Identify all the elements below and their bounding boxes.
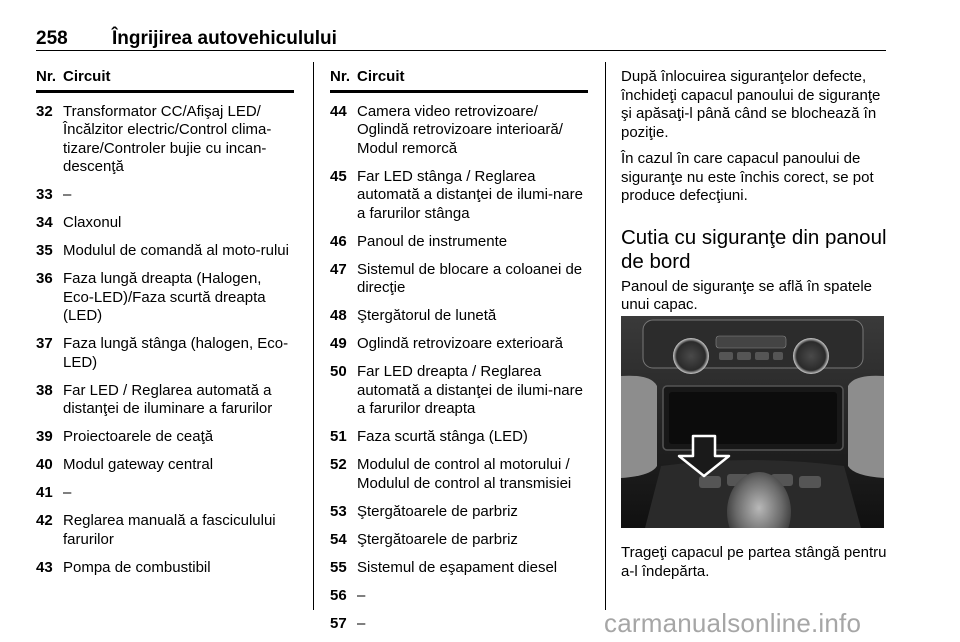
- fuse-table-middle: [330, 62, 588, 633]
- fuse-circuit: –: [357, 586, 366, 604]
- fuse-number: 40: [36, 456, 53, 473]
- fuse-circuit: Faza lungă dreapta (Halogen, Eco-LED)/Faza scurtă dreapta (LED): [63, 270, 266, 324]
- paragraph-panel-location: Panoul de siguranţe se află în spatele unui capac.: [621, 277, 873, 313]
- table-row: [330, 503, 588, 522]
- fuse-number: 32: [36, 102, 53, 120]
- column-divider-2: [605, 62, 606, 610]
- fuse-number: 48: [330, 307, 347, 324]
- fuse-number: 41: [36, 484, 53, 501]
- fuse-circuit: Far LED / Reglarea automată a distanţei de iluminare a farurilor: [63, 381, 273, 417]
- fuse-circuit: Pompa de combustibil: [63, 558, 211, 576]
- page-title: Îngrijirea autovehiculului: [112, 28, 337, 49]
- fuse-number: 44: [330, 102, 347, 120]
- fuse-number: 37: [36, 335, 53, 352]
- fuse-number: 38: [36, 381, 53, 399]
- col-circuit-header: Circuit: [63, 68, 111, 85]
- table-row: [330, 168, 588, 224]
- fuse-number: 57: [330, 614, 347, 632]
- fuse-circuit: Modulul de comandă al moto-rului: [63, 242, 289, 259]
- right-column: [621, 68, 889, 315]
- fuse-circuit: Faza scurtă stânga (LED): [357, 428, 528, 445]
- fuse-number: 56: [330, 586, 347, 604]
- table-row: [330, 559, 588, 578]
- fuse-number: 36: [36, 270, 53, 287]
- fuse-circuit: Ştergătoarele de parbriz: [357, 530, 518, 548]
- fuse-circuit: Transformator CC/Afişaj LED/ Încălzitor electric/Control clima-tizare/Controler bujie cu incan-descenţă: [63, 102, 272, 175]
- fuse-circuit: Ştergătorul de lunetă: [357, 307, 497, 324]
- table-row: [330, 307, 588, 326]
- table-row: [330, 615, 588, 634]
- fuse-number: 42: [36, 512, 53, 529]
- fuse-number: 53: [330, 502, 347, 520]
- table-row: [36, 456, 294, 475]
- dashboard-fuse-panel-photo: [621, 316, 884, 528]
- table-row: [330, 428, 588, 447]
- fuse-number: 33: [36, 186, 53, 203]
- paragraph-replace-fuses: După înlocuirea siguranţelor defecte, închideţi capacul panoului de siguranţe şi apăsaţi-l până când se blochează în poziţie.: [621, 68, 881, 141]
- table-row: [36, 103, 294, 177]
- table-header: [36, 62, 294, 93]
- fuse-circuit: Sistemul de eşapament diesel: [357, 558, 558, 576]
- fuse-circuit: Ştergătoarele de parbriz: [357, 502, 518, 520]
- table-row: [330, 335, 588, 354]
- fuse-number: 34: [36, 214, 53, 231]
- fuse-number: 51: [330, 428, 347, 445]
- fuse-circuit: Oglindă retrovizoare exterioară: [357, 335, 563, 352]
- section-heading: Cutia cu siguranţe din panoul de bord: [621, 225, 887, 273]
- fuse-number: 54: [330, 530, 347, 548]
- table-row: [36, 335, 294, 372]
- paragraph-cover-warning: În cazul în care capacul panoului de siguranţe nu este închis corect, se pot produce defecţiuni.: [621, 150, 874, 204]
- header-rule: [36, 50, 886, 51]
- fuse-number: 52: [330, 456, 347, 473]
- page-header: [36, 28, 886, 50]
- fuse-circuit: Reglarea manuală a fasciculului farurilor: [63, 512, 276, 548]
- fuse-number: 43: [36, 558, 53, 576]
- table-row: [36, 484, 294, 503]
- fuse-number: 49: [330, 335, 347, 352]
- fuse-circuit: Modulul de control al motorului / Modulul de control al transmisiei: [357, 456, 572, 492]
- fuse-circuit: Camera video retrovizoare/ Oglindă retrovizoare interioară/ Modul remorcă: [357, 102, 563, 157]
- fuse-circuit: Far LED dreapta / Reglarea automată a distanţei de ilumi-nare a farurilor dreapta: [357, 363, 583, 417]
- fuse-circuit: Sistemul de blocare a coloanei de direcţie: [357, 260, 583, 296]
- fuse-number: 50: [330, 363, 347, 380]
- col-circuit-header: Circuit: [357, 68, 405, 85]
- column-divider-1: [313, 62, 314, 610]
- table-row: [330, 456, 588, 493]
- photo-illustration: [621, 316, 884, 528]
- table-row: [330, 531, 588, 550]
- fuse-circuit: Proiectoarele de ceaţă: [63, 428, 214, 445]
- page-number: 258: [36, 28, 68, 49]
- table-row: [330, 233, 588, 252]
- fuse-table-left: [36, 62, 294, 577]
- table-row: [36, 382, 294, 419]
- watermark: carmanualsonline.info: [604, 608, 862, 638]
- fuse-circuit: Faza lungă stânga (halogen, Eco-LED): [63, 335, 289, 371]
- table-row: [330, 261, 588, 298]
- fuse-number: 45: [330, 167, 347, 185]
- table-row: [330, 363, 588, 419]
- table-row: [36, 559, 294, 578]
- fuse-number: 55: [330, 558, 347, 576]
- table-row: [36, 512, 294, 549]
- fuse-number: 39: [36, 428, 53, 445]
- table-row: [36, 428, 294, 447]
- table-row: [36, 214, 294, 233]
- fuse-number: 47: [330, 260, 347, 278]
- table-row: [330, 103, 588, 159]
- fuse-circuit: Modul gateway central: [63, 456, 214, 473]
- table-row: [36, 242, 294, 261]
- fuse-circuit: –: [357, 614, 366, 632]
- fuse-circuit: Claxonul: [63, 214, 122, 231]
- col-nr-header: Nr.: [36, 68, 57, 85]
- fuse-circuit: –: [63, 484, 72, 501]
- table-row: [36, 270, 294, 326]
- table-header: [330, 62, 588, 93]
- table-row: [36, 186, 294, 205]
- fuse-circuit: –: [63, 186, 72, 203]
- photo-caption: Trageţi capacul pe partea stângă pentru a-l îndepărta.: [621, 544, 887, 580]
- col-nr-header: Nr.: [330, 68, 351, 85]
- fuse-number: 35: [36, 242, 53, 259]
- fuse-circuit: Panoul de instrumente: [357, 232, 508, 250]
- fuse-circuit: Far LED stânga / Reglarea automată a distanţei de ilumi-nare a farurilor stânga: [357, 167, 583, 222]
- table-row: [330, 587, 588, 606]
- fuse-number: 46: [330, 232, 347, 250]
